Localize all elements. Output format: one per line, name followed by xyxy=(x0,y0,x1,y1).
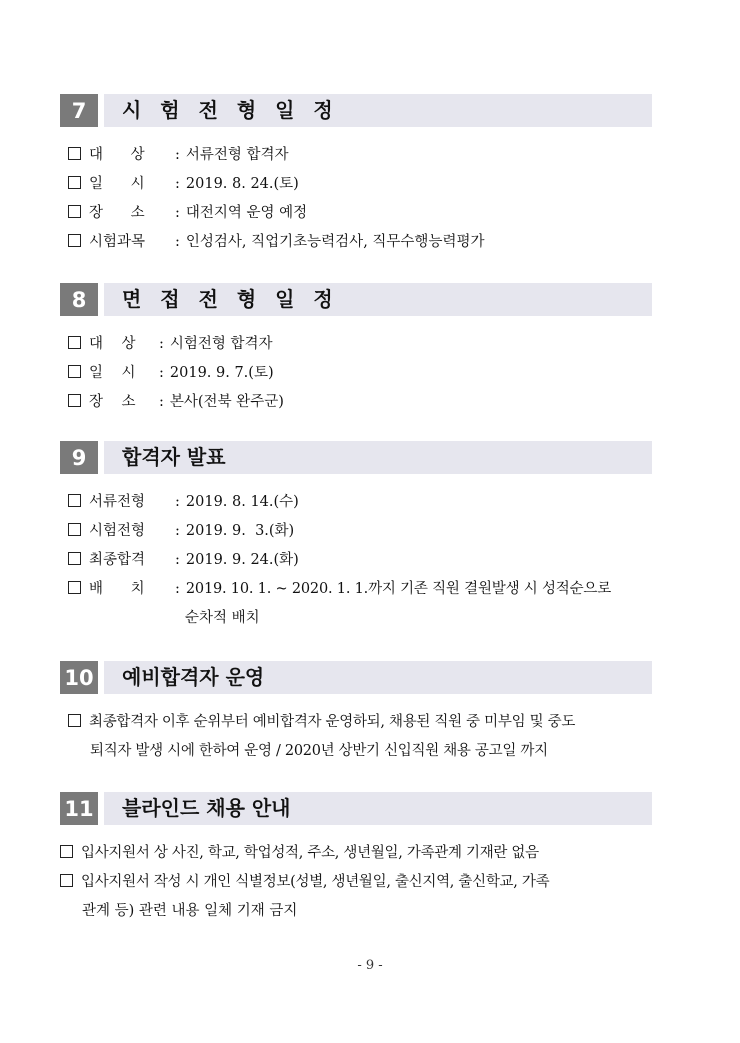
section-number: 9 xyxy=(60,441,98,474)
section-7 xyxy=(60,94,652,257)
list-item-continuation: 퇴직자 발생 시에 한하여 운영 / 2020년 상반기 신입직원 채용 공고일 까지 xyxy=(90,743,548,759)
section-header xyxy=(60,441,652,474)
checkbox-icon xyxy=(60,874,73,887)
list-item: 입사지원서 작성 시 개인 식별정보(성별, 생년월일, 출신지역, 출신학교, 가족 xyxy=(60,868,652,897)
checkbox-icon xyxy=(68,523,81,536)
list-item-continuation: 순차적 배치 xyxy=(185,610,260,626)
section-title-bar xyxy=(104,94,652,127)
list-item: 장 소 : 본사(전북 완주군) xyxy=(68,388,652,417)
section-title-bar xyxy=(104,792,652,825)
section-header xyxy=(60,283,652,316)
list-item: 시험전형 : 2019. 9. 3.(화) xyxy=(68,517,652,546)
list-item: 최종합격 : 2019. 9. 24.(화) xyxy=(68,546,652,575)
section-title: 블라인드 채용 안내 xyxy=(122,796,291,820)
list-item: 입사지원서 상 사진, 학교, 학업성적, 주소, 생년월일, 가족관계 기재란 없음 xyxy=(60,839,652,868)
section-number: 10 xyxy=(60,661,98,694)
section-8 xyxy=(60,283,652,417)
checkbox-icon xyxy=(68,714,81,727)
section-header xyxy=(60,661,652,694)
item-list xyxy=(68,708,652,766)
section-9 xyxy=(60,441,652,633)
section-11 xyxy=(60,792,652,926)
list-item: 시험과목 : 인성검사, 직업기초능력검사, 직무수행능력평가 xyxy=(68,228,652,257)
checkbox-icon xyxy=(68,234,81,247)
section-title: 예비합격자 운영 xyxy=(122,665,265,689)
checkbox-icon xyxy=(68,552,81,565)
item-list xyxy=(68,141,652,257)
checkbox-icon xyxy=(68,365,81,378)
list-item: 서류전형 : 2019. 8. 14.(수) xyxy=(68,488,652,517)
list-item: 대 상 : 시험전형 합격자 xyxy=(68,330,652,359)
section-number: 7 xyxy=(60,94,98,127)
checkbox-icon xyxy=(68,581,81,594)
section-title-bar xyxy=(104,441,652,474)
section-title-bar xyxy=(104,283,652,316)
section-title-bar xyxy=(104,661,652,694)
section-title: 면 접 전 형 일 정 xyxy=(122,287,339,311)
list-item: 장 소 : 대전지역 운영 예정 xyxy=(68,199,652,228)
section-number: 11 xyxy=(60,792,98,825)
checkbox-icon xyxy=(68,394,81,407)
section-title: 시 험 전 형 일 정 xyxy=(122,98,339,122)
section-number: 8 xyxy=(60,283,98,316)
checkbox-icon xyxy=(60,845,73,858)
item-list xyxy=(68,488,652,633)
checkbox-icon xyxy=(68,176,81,189)
section-title: 합격자 발표 xyxy=(122,445,226,469)
list-item: 배 치 : 2019. 10. 1. ~ 2020. 1. 1.까지 기존 직원 결원발생 시 성적순으로 xyxy=(68,575,652,604)
section-header xyxy=(60,94,652,127)
item-list xyxy=(68,330,652,417)
list-item: 대 상 : 서류전형 합격자 xyxy=(68,141,652,170)
list-item-continuation: 관계 등) 관련 내용 일체 기재 금지 xyxy=(82,903,298,919)
item-list xyxy=(60,839,652,926)
checkbox-icon xyxy=(68,336,81,349)
section-header xyxy=(60,792,652,825)
section-10 xyxy=(60,661,652,766)
list-item: 최종합격자 이후 순위부터 예비합격자 운영하되, 채용된 직원 중 미부임 및 중도 xyxy=(68,708,652,737)
checkbox-icon xyxy=(68,147,81,160)
list-item: 일 시 : 2019. 9. 7.(토) xyxy=(68,359,652,388)
list-item: 일 시 : 2019. 8. 24.(토) xyxy=(68,170,652,199)
checkbox-icon xyxy=(68,205,81,218)
checkbox-icon xyxy=(68,494,81,507)
page-number: - 9 - xyxy=(357,958,383,973)
